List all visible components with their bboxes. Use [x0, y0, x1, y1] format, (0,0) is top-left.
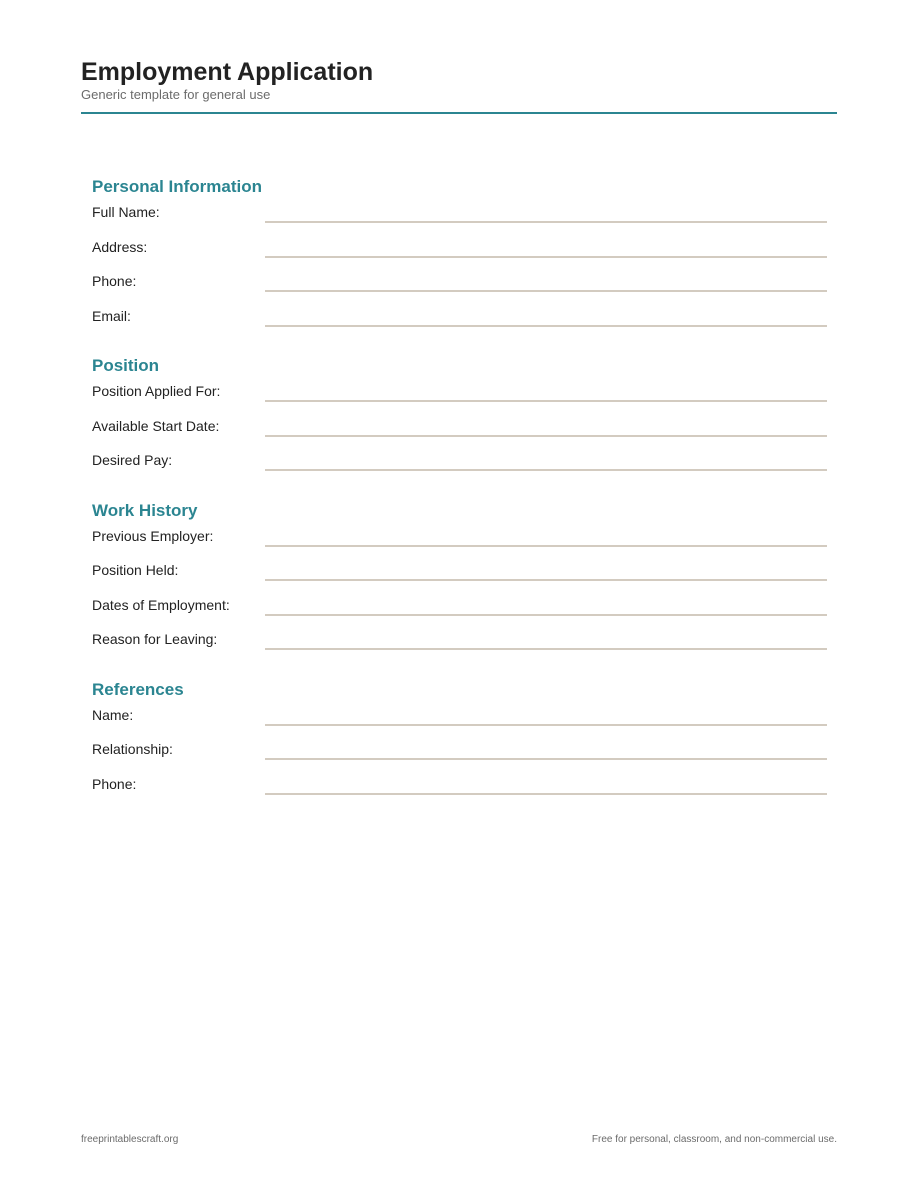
field-label: Dates of Employment: [92, 596, 230, 613]
desired-pay-write-line[interactable] [265, 469, 827, 471]
phone-write-line[interactable] [265, 290, 827, 292]
footer-license: Free for personal, classroom, and non-commercial use. [591, 1134, 837, 1145]
dates-of-employment-write-line[interactable] [265, 614, 827, 616]
application-form [92, 176, 827, 807]
section-position [92, 355, 827, 484]
field-full-name [92, 201, 827, 236]
page-title: Employment Application [81, 58, 374, 86]
section-personal-information [92, 176, 827, 339]
field-position-applied-for [92, 380, 827, 415]
page-header [81, 57, 837, 103]
section-references [92, 679, 827, 808]
field-label: Reason for Leaving: [92, 631, 218, 647]
field-phone [92, 270, 827, 305]
field-relationship [92, 738, 827, 773]
address-write-line[interactable] [265, 256, 827, 258]
field-label: Address: [92, 238, 148, 255]
header-divider [81, 112, 837, 114]
email-write-line[interactable] [265, 325, 827, 327]
reason-for-leaving-write-line[interactable] [265, 648, 827, 650]
field-label: Phone: [92, 775, 137, 792]
field-label: Name: [92, 706, 134, 723]
field-reference-phone [92, 773, 827, 808]
field-address [92, 236, 827, 271]
position-applied-for-write-line[interactable] [265, 400, 827, 402]
field-label: Desired Pay: [92, 452, 173, 468]
field-email [92, 305, 827, 340]
field-position-held [92, 559, 827, 594]
relationship-write-line[interactable] [265, 758, 827, 760]
section-title: Position [92, 356, 160, 375]
footer-source: freeprintablescraft.org [81, 1134, 179, 1145]
previous-employer-write-line[interactable] [265, 545, 827, 547]
section-spacer [92, 484, 827, 500]
field-label: Position Applied For: [92, 383, 221, 399]
section-title: References [92, 679, 184, 699]
field-label: Email: [92, 307, 131, 324]
field-label: Previous Employer: [92, 527, 214, 544]
section-spacer [92, 339, 827, 355]
field-label: Relationship: [92, 741, 173, 757]
field-label: Full Name: [92, 204, 160, 220]
section-title: Work History [92, 500, 198, 520]
full-name-write-line[interactable] [265, 221, 827, 223]
reference-name-write-line[interactable] [265, 724, 827, 726]
section-work-history [92, 500, 827, 663]
page-subtitle: Generic template for general use [81, 87, 271, 102]
reference-phone-write-line[interactable] [265, 793, 827, 795]
available-start-date-write-line[interactable] [265, 435, 827, 437]
field-available-start-date [92, 415, 827, 450]
field-dates-of-employment [92, 594, 827, 629]
section-title: Personal Information [92, 177, 263, 196]
field-label: Phone: [92, 273, 137, 289]
field-reason-for-leaving [92, 628, 827, 663]
field-label: Position Held: [92, 562, 179, 578]
field-desired-pay [92, 449, 827, 484]
section-spacer [92, 663, 827, 679]
field-reference-name [92, 704, 827, 739]
position-held-write-line[interactable] [265, 579, 827, 581]
field-previous-employer [92, 525, 827, 560]
field-label: Available Start Date: [92, 417, 220, 434]
